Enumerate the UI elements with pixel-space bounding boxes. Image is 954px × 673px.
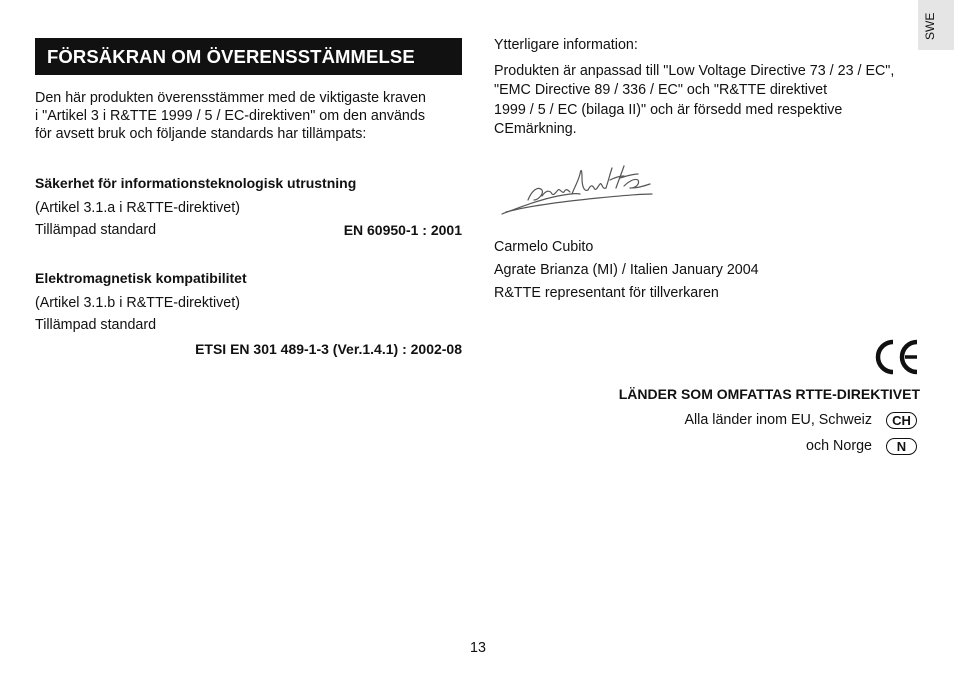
signer-name: Carmelo Cubito	[494, 239, 594, 255]
emc-heading: Elektromagnetisk kompatibilitet	[35, 270, 247, 286]
product-line: Produkten är anpassad till "Low Voltage Directive 73 / 23 / EC",	[494, 63, 895, 79]
language-tab	[918, 0, 954, 50]
safety-standard: EN 60950-1 : 2001	[343, 222, 462, 238]
safety-heading: Säkerhet för informationsteknologisk utrustning	[35, 175, 357, 191]
country-badge-ch	[886, 412, 917, 430]
emc-article: (Artikel 3.1.b i R&TTE-direktivet)	[35, 295, 240, 311]
countries-heading: LÄNDER SOM OMFATTAS RTTE-DIREKTIVET	[618, 386, 920, 402]
signer-role: R&TTE representant för tillverkaren	[494, 285, 719, 301]
additional-info-heading: Ytterligare information:	[494, 37, 638, 53]
page-title: FÖRSÄKRAN OM ÖVERENSSTÄMMELSE	[35, 38, 462, 75]
country-code-ch: CH	[886, 412, 917, 429]
country-code-n: N	[886, 438, 917, 455]
emc-applied-label: Tillämpad standard	[35, 317, 157, 333]
intro-paragraph	[35, 89, 462, 143]
intro-line: för avsett bruk och följande standards har tillämpats:	[35, 126, 367, 142]
product-line: 1999 / 5 / EC (bilaga II)" och är försedd med respektive	[494, 101, 843, 118]
emc-standard: ETSI EN 301 489-1-3 (Ver.1.4.1) : 2002-08	[195, 341, 462, 357]
page-number: 13	[470, 640, 486, 656]
safety-article: (Artikel 3.1.a i R&TTE-direktivet)	[35, 200, 240, 216]
countries-line-norway: och Norge	[806, 438, 872, 454]
safety-applied-label: Tillämpad standard	[35, 222, 157, 238]
countries-line-eu: Alla länder inom EU, Schweiz	[684, 412, 872, 428]
ce-mark-icon	[872, 338, 920, 376]
intro-line: i "Artikel 3 i R&TTE 1999 / 5 / EC-direktiven" om den används	[35, 108, 425, 124]
country-badge-n	[886, 438, 917, 456]
product-paragraph	[494, 62, 920, 139]
signature-image	[498, 160, 658, 220]
language-tab-label: SWE	[923, 12, 937, 40]
intro-line: Den här produkten överensstämmer med de viktigaste kraven	[35, 90, 426, 106]
product-line: "EMC Directive 89 / 336 / EC" och "R&TTE direktivet	[494, 82, 828, 99]
signer-place-date: Agrate Brianza (MI) / Italien January 2004	[494, 262, 759, 278]
product-line: CEmärkning.	[494, 120, 577, 137]
